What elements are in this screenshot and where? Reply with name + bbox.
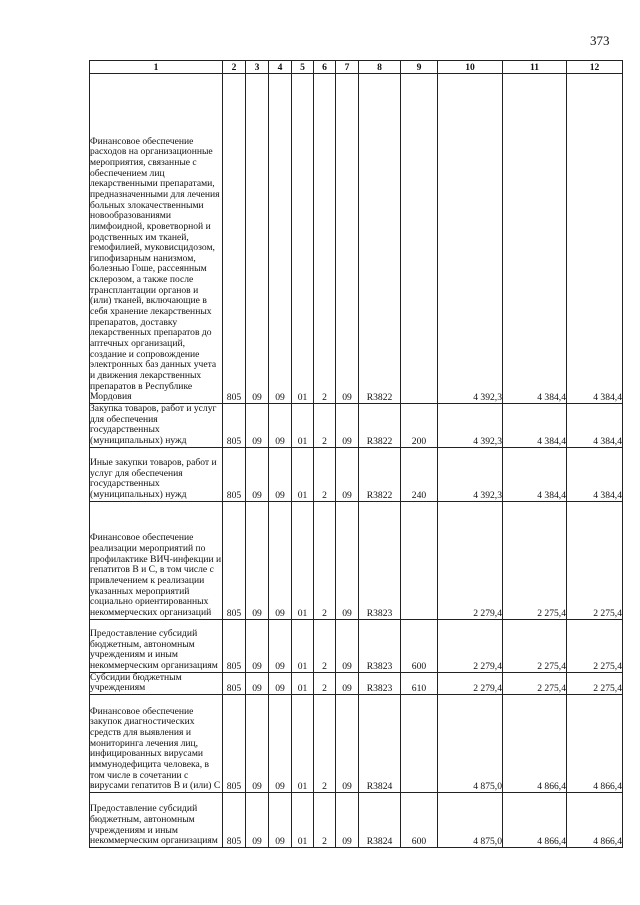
- cell-col-6: 2: [314, 619, 336, 672]
- table-row: [90, 619, 623, 672]
- col-header-7: 7: [336, 61, 359, 74]
- cell-col-4: 09: [269, 694, 292, 792]
- cell-col-6: 2: [314, 404, 336, 448]
- col-header-8: 8: [359, 61, 401, 74]
- col-header-5: 5: [292, 61, 314, 74]
- row-name: [90, 619, 223, 672]
- cell-col-8: R3822: [359, 447, 401, 501]
- col-header-10: 10: [438, 61, 503, 74]
- cell-col-9: 200: [401, 404, 438, 448]
- cell-col-12: 4 384,4: [567, 404, 623, 448]
- cell-col-9: 610: [401, 672, 438, 694]
- cell-col-2: 805: [223, 74, 246, 404]
- cell-col-9: 600: [401, 619, 438, 672]
- row-name-text: Предоставление субсидий бюджетным, автономным учреждениям и иным некоммерческим организациям: [90, 803, 218, 847]
- cell-col-8: R3822: [359, 74, 401, 404]
- cell-col-6: 2: [314, 447, 336, 501]
- table-row: [90, 792, 623, 847]
- cell-col-3: 09: [246, 619, 269, 672]
- page-number: 373: [590, 33, 610, 48]
- cell-col-7: 09: [336, 672, 359, 694]
- cell-col-3: 09: [246, 404, 269, 448]
- row-name-text: Финансовое обеспечение расходов на организационные мероприятия, связанные с обеспечением лиц лекарственными препаратами, предназначенными для лечения больных злокачественными новообразованиями лимфоидной, кроветворной и родственных им тканей, гемофилией, муковисцидозом, гипофизарным нанизмом, болезнью Гоше, рассеянным склерозом, а также после трансплантации органов и (или) тканей, включающие в себя хранение лекарственных препаратов, доставку лекарственных препаратов до аптечных организаций, создание и сопровождение электронных баз данных учета и движения лекарственных препаратов в Республике Мордовия: [90, 135, 220, 403]
- cell-col-5: 01: [292, 447, 314, 501]
- cell-col-8: R3823: [359, 619, 401, 672]
- cell-col-4: 09: [269, 501, 292, 619]
- row-name: [90, 672, 223, 694]
- cell-col-4: 09: [269, 74, 292, 404]
- cell-col-10: 4 875,0: [438, 792, 503, 847]
- cell-col-8: R3823: [359, 501, 401, 619]
- cell-col-7: 09: [336, 694, 359, 792]
- cell-col-11: 4 384,4: [503, 74, 567, 404]
- cell-col-6: 2: [314, 74, 336, 404]
- cell-col-5: 01: [292, 501, 314, 619]
- row-name-text: Иные закупки товаров, работ и услуг для обеспечения государственных (муниципальных) нужд: [90, 457, 217, 500]
- cell-col-7: 09: [336, 404, 359, 448]
- cell-col-11: 4 384,4: [503, 404, 567, 448]
- cell-col-10: 4 392,3: [438, 74, 503, 404]
- cell-col-3: 09: [246, 672, 269, 694]
- cell-col-7: 09: [336, 619, 359, 672]
- cell-col-11: 4 866,4: [503, 694, 567, 792]
- cell-col-2: 805: [223, 672, 246, 694]
- cell-col-8: R3822: [359, 404, 401, 448]
- col-header-6: 6: [314, 61, 336, 74]
- col-header-12: 12: [567, 61, 623, 74]
- cell-col-2: 805: [223, 792, 246, 847]
- cell-col-12: 4 384,4: [567, 447, 623, 501]
- cell-col-5: 01: [292, 792, 314, 847]
- cell-col-5: 01: [292, 694, 314, 792]
- table-row: [90, 694, 623, 792]
- cell-col-12: 2 275,4: [567, 501, 623, 619]
- cell-col-3: 09: [246, 694, 269, 792]
- cell-col-5: 01: [292, 619, 314, 672]
- header-row: [90, 61, 623, 74]
- row-name-text: Финансовое обеспечение закупок диагностических средств для выявления и мониторинга лечения лиц, инфицированных вирусами иммунодефицита человека, в том числе в сочетании с вирусами гепатитов В и (или) С: [90, 705, 221, 792]
- cell-col-9: [401, 694, 438, 792]
- cell-col-4: 09: [269, 672, 292, 694]
- cell-col-2: 805: [223, 447, 246, 501]
- cell-col-3: 09: [246, 447, 269, 501]
- cell-col-10: 2 279,4: [438, 672, 503, 694]
- cell-col-12: 2 275,4: [567, 619, 623, 672]
- row-name-text: Субсидии бюджетным учреждениям: [90, 671, 182, 694]
- col-header-1: 1: [90, 61, 223, 74]
- cell-col-8: R3824: [359, 792, 401, 847]
- cell-col-3: 09: [246, 501, 269, 619]
- cell-col-12: 4 384,4: [567, 74, 623, 404]
- cell-col-6: 2: [314, 672, 336, 694]
- row-name-text: Закупка товаров, работ и услуг для обеспечения государственных (муниципальных) нужд: [90, 403, 217, 446]
- cell-col-11: 2 275,4: [503, 672, 567, 694]
- col-header-11: 11: [503, 61, 567, 74]
- cell-col-4: 09: [269, 447, 292, 501]
- table-row: [90, 447, 623, 501]
- cell-col-9: 240: [401, 447, 438, 501]
- table-row: [90, 404, 623, 448]
- cell-col-5: 01: [292, 672, 314, 694]
- cell-col-4: 09: [269, 404, 292, 448]
- cell-col-5: 01: [292, 74, 314, 404]
- cell-col-2: 805: [223, 619, 246, 672]
- cell-col-7: 09: [336, 74, 359, 404]
- cell-col-6: 2: [314, 501, 336, 619]
- cell-col-2: 805: [223, 694, 246, 792]
- row-name-text: Финансовое обеспечение реализации мероприятий по профилактике ВИЧ-инфекции и гепатитов В и С, в том числе с привлечением к реализации указанных мероприятий социально ориентированных некоммерческих организаций: [90, 532, 222, 618]
- cell-col-7: 09: [336, 447, 359, 501]
- row-name: [90, 74, 223, 404]
- cell-col-8: R3823: [359, 672, 401, 694]
- cell-col-10: 4 392,3: [438, 404, 503, 448]
- row-name: [90, 404, 223, 448]
- cell-col-4: 09: [269, 792, 292, 847]
- row-name-text: Предоставление субсидий бюджетным, автономным учреждениям и иным некоммерческим организациям: [90, 628, 218, 671]
- cell-col-2: 805: [223, 501, 246, 619]
- cell-col-10: 2 279,4: [438, 501, 503, 619]
- table-row: [90, 672, 623, 694]
- cell-col-11: 2 275,4: [503, 501, 567, 619]
- row-name: [90, 447, 223, 501]
- cell-col-3: 09: [246, 792, 269, 847]
- cell-col-2: 805: [223, 404, 246, 448]
- col-header-3: 3: [246, 61, 269, 74]
- col-header-2: 2: [223, 61, 246, 74]
- cell-col-11: 2 275,4: [503, 619, 567, 672]
- cell-col-9: [401, 501, 438, 619]
- cell-col-7: 09: [336, 501, 359, 619]
- row-name: [90, 694, 223, 792]
- cell-col-12: 2 275,4: [567, 672, 623, 694]
- cell-col-7: 09: [336, 792, 359, 847]
- cell-col-9: 600: [401, 792, 438, 847]
- row-name: [90, 792, 223, 847]
- cell-col-11: 4 866,4: [503, 792, 567, 847]
- cell-col-3: 09: [246, 74, 269, 404]
- cell-col-6: 2: [314, 792, 336, 847]
- budget-table: [89, 60, 623, 848]
- cell-col-11: 4 384,4: [503, 447, 567, 501]
- col-header-9: 9: [401, 61, 438, 74]
- cell-col-9: [401, 74, 438, 404]
- cell-col-12: 4 866,4: [567, 792, 623, 847]
- cell-col-8: R3824: [359, 694, 401, 792]
- cell-col-10: 2 279,4: [438, 619, 503, 672]
- cell-col-12: 4 866,4: [567, 694, 623, 792]
- table-row: [90, 501, 623, 619]
- cell-col-10: 4 392,3: [438, 447, 503, 501]
- table-row: [90, 74, 623, 404]
- col-header-4: 4: [269, 61, 292, 74]
- cell-col-5: 01: [292, 404, 314, 448]
- cell-col-10: 4 875,0: [438, 694, 503, 792]
- row-name: [90, 501, 223, 619]
- cell-col-6: 2: [314, 694, 336, 792]
- cell-col-4: 09: [269, 619, 292, 672]
